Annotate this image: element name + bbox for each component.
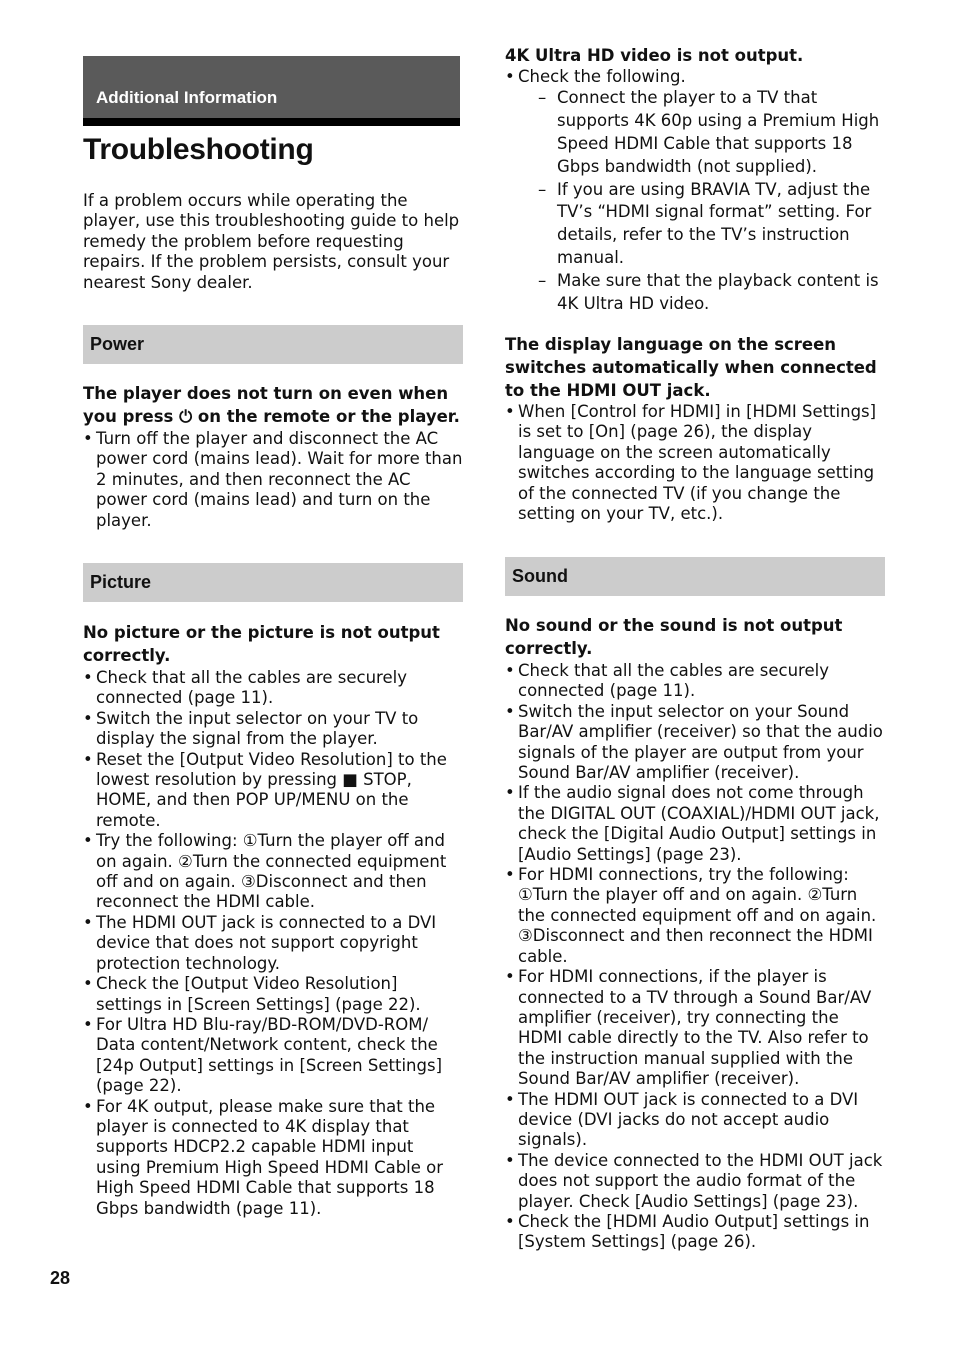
list-item: • Check that all the cables are securely connected (page 11). <box>505 661 885 702</box>
power-heading-bar <box>83 325 463 364</box>
sound-answers <box>505 661 885 1253</box>
picture-heading-bar <box>83 563 463 602</box>
list-item: • When [Control for HDMI] in [HDMI Settings] is set to [On] (page 26), the display language on the screen automatically switches according to the language setting of the connected TV (if you change the setting on your TV, etc.). <box>505 402 885 524</box>
list-item: • For HDMI connections, try the following: ①Turn the player off and on again. ②Turn the connected equipment off and on again. ③Disconnect and then reconnect the HDMI cable. <box>505 865 885 967</box>
uhd-block <box>505 44 885 315</box>
list-item: • Turn off the player and disconnect the AC power cord (mains lead). Wait for more than 2 minutes, and then reconnect the AC power cord (mains lead) and turn on the player. <box>83 429 463 531</box>
uhd-answers <box>505 67 885 87</box>
list-item: • If the audio signal does not come through the DIGITAL OUT (COAXIAL)/HDMI OUT jack, check the [Digital Audio Output] settings in [Audio Settings] (page 23). <box>505 783 885 865</box>
power-question: The player does not turn on even when you press ⏻ on the remote or the player. <box>83 384 460 426</box>
uhd-sub-answers <box>505 87 885 315</box>
intro-text: If a problem occurs while operating the player, use this troubleshooting guide to help remedy the problem before requesting repairs. If the problem persists, consult your nearest Sony dealer. <box>83 191 460 292</box>
list-item: • Check the [Output Video Resolution] settings in [Screen Settings] (page 22). <box>83 974 463 1015</box>
page-title: Troubleshooting <box>83 133 314 166</box>
sub-list-item: – Make sure that the playback content is 4K Ultra HD video. <box>544 270 885 316</box>
language-answers <box>505 402 885 524</box>
list-item: • Check the [HDMI Audio Output] settings in [System Settings] (page 26). <box>505 1212 885 1253</box>
list-item: • Try the following: ①Turn the player off and on again. ②Turn the connected equipment off and on again. ③Disconnect and then reconnect the HDMI cable. <box>83 831 463 913</box>
sound-heading: Sound <box>512 566 568 586</box>
list-item: • Switch the input selector on your Sound Bar/AV amplifier (receiver) so that the audio signals of the player are output from your Sound Bar/AV amplifier (receiver). <box>505 702 885 784</box>
section-label: Additional Information <box>96 88 278 107</box>
list-item: • Reset the [Output Video Resolution] to the lowest resolution by pressing ■ STOP, HOME, and then POP UP/MENU on the remote. <box>83 750 463 832</box>
power-heading: Power <box>90 334 145 354</box>
language-block <box>505 333 885 524</box>
uhd-question: 4K Ultra HD video is not output. <box>505 46 804 65</box>
picture-heading: Picture <box>90 572 152 592</box>
list-item: • For Ultra HD Blu-ray/BD-ROM/DVD-ROM/ Data content/Network content, check the [24p Output] settings in [Screen Settings] (page 22). <box>83 1015 463 1097</box>
sound-question: No sound or the sound is not output correctly. <box>505 616 843 658</box>
sub-list-item: – Connect the player to a TV that supports 4K 60p using a Premium High Speed HDMI Cable that supports 18 Gbps bandwidth (not supplied). <box>544 87 885 178</box>
section-header-bar <box>83 56 460 126</box>
picture-question: No picture or the picture is not output correctly. <box>83 623 440 665</box>
list-item: • The HDMI OUT jack is connected to a DVI device that does not support copyright protection technology. <box>83 913 463 974</box>
picture-block <box>83 621 463 1219</box>
list-item: • Switch the input selector on your TV to display the signal from the player. <box>83 709 463 750</box>
list-item: • The HDMI OUT jack is connected to a DVI device (DVI jacks do not accept audio signals). <box>505 1090 885 1151</box>
picture-answers <box>83 668 463 1219</box>
sub-list-item: – If you are using BRAVIA TV, adjust the TV’s “HDMI signal format” setting. For details, refer to the TV’s instruction manual. <box>544 179 885 270</box>
list-item: • For HDMI connections, if the player is connected to a TV through a Sound Bar/AV amplifier (receiver), try connecting the HDMI cable directly to the TV. Also refer to the instruction manual supplied with the Sound Bar/AV amplifier (receiver). <box>505 967 885 1089</box>
sound-heading-bar <box>505 557 885 596</box>
list-item: • Check the following. <box>505 67 885 87</box>
sound-block <box>505 614 885 1253</box>
power-block <box>83 382 463 531</box>
list-item: • The device connected to the HDMI OUT jack does not support the audio format of the player. Check [Audio Settings] (page 23). <box>505 1151 885 1212</box>
language-question: The display language on the screen switches automatically when connected to the HDMI OUT jack. <box>505 335 877 400</box>
power-answers <box>83 429 463 531</box>
list-item: • Check that all the cables are securely connected (page 11). <box>83 668 463 709</box>
page-number: 28 <box>50 1268 71 1288</box>
list-item: • For 4K output, please make sure that the player is connected to 4K display that supports HDCP2.2 capable HDMI input using Premium High Speed HDMI Cable or High Speed HDMI Cable that supports 18 Gbps bandwidth (page 11). <box>83 1097 463 1219</box>
